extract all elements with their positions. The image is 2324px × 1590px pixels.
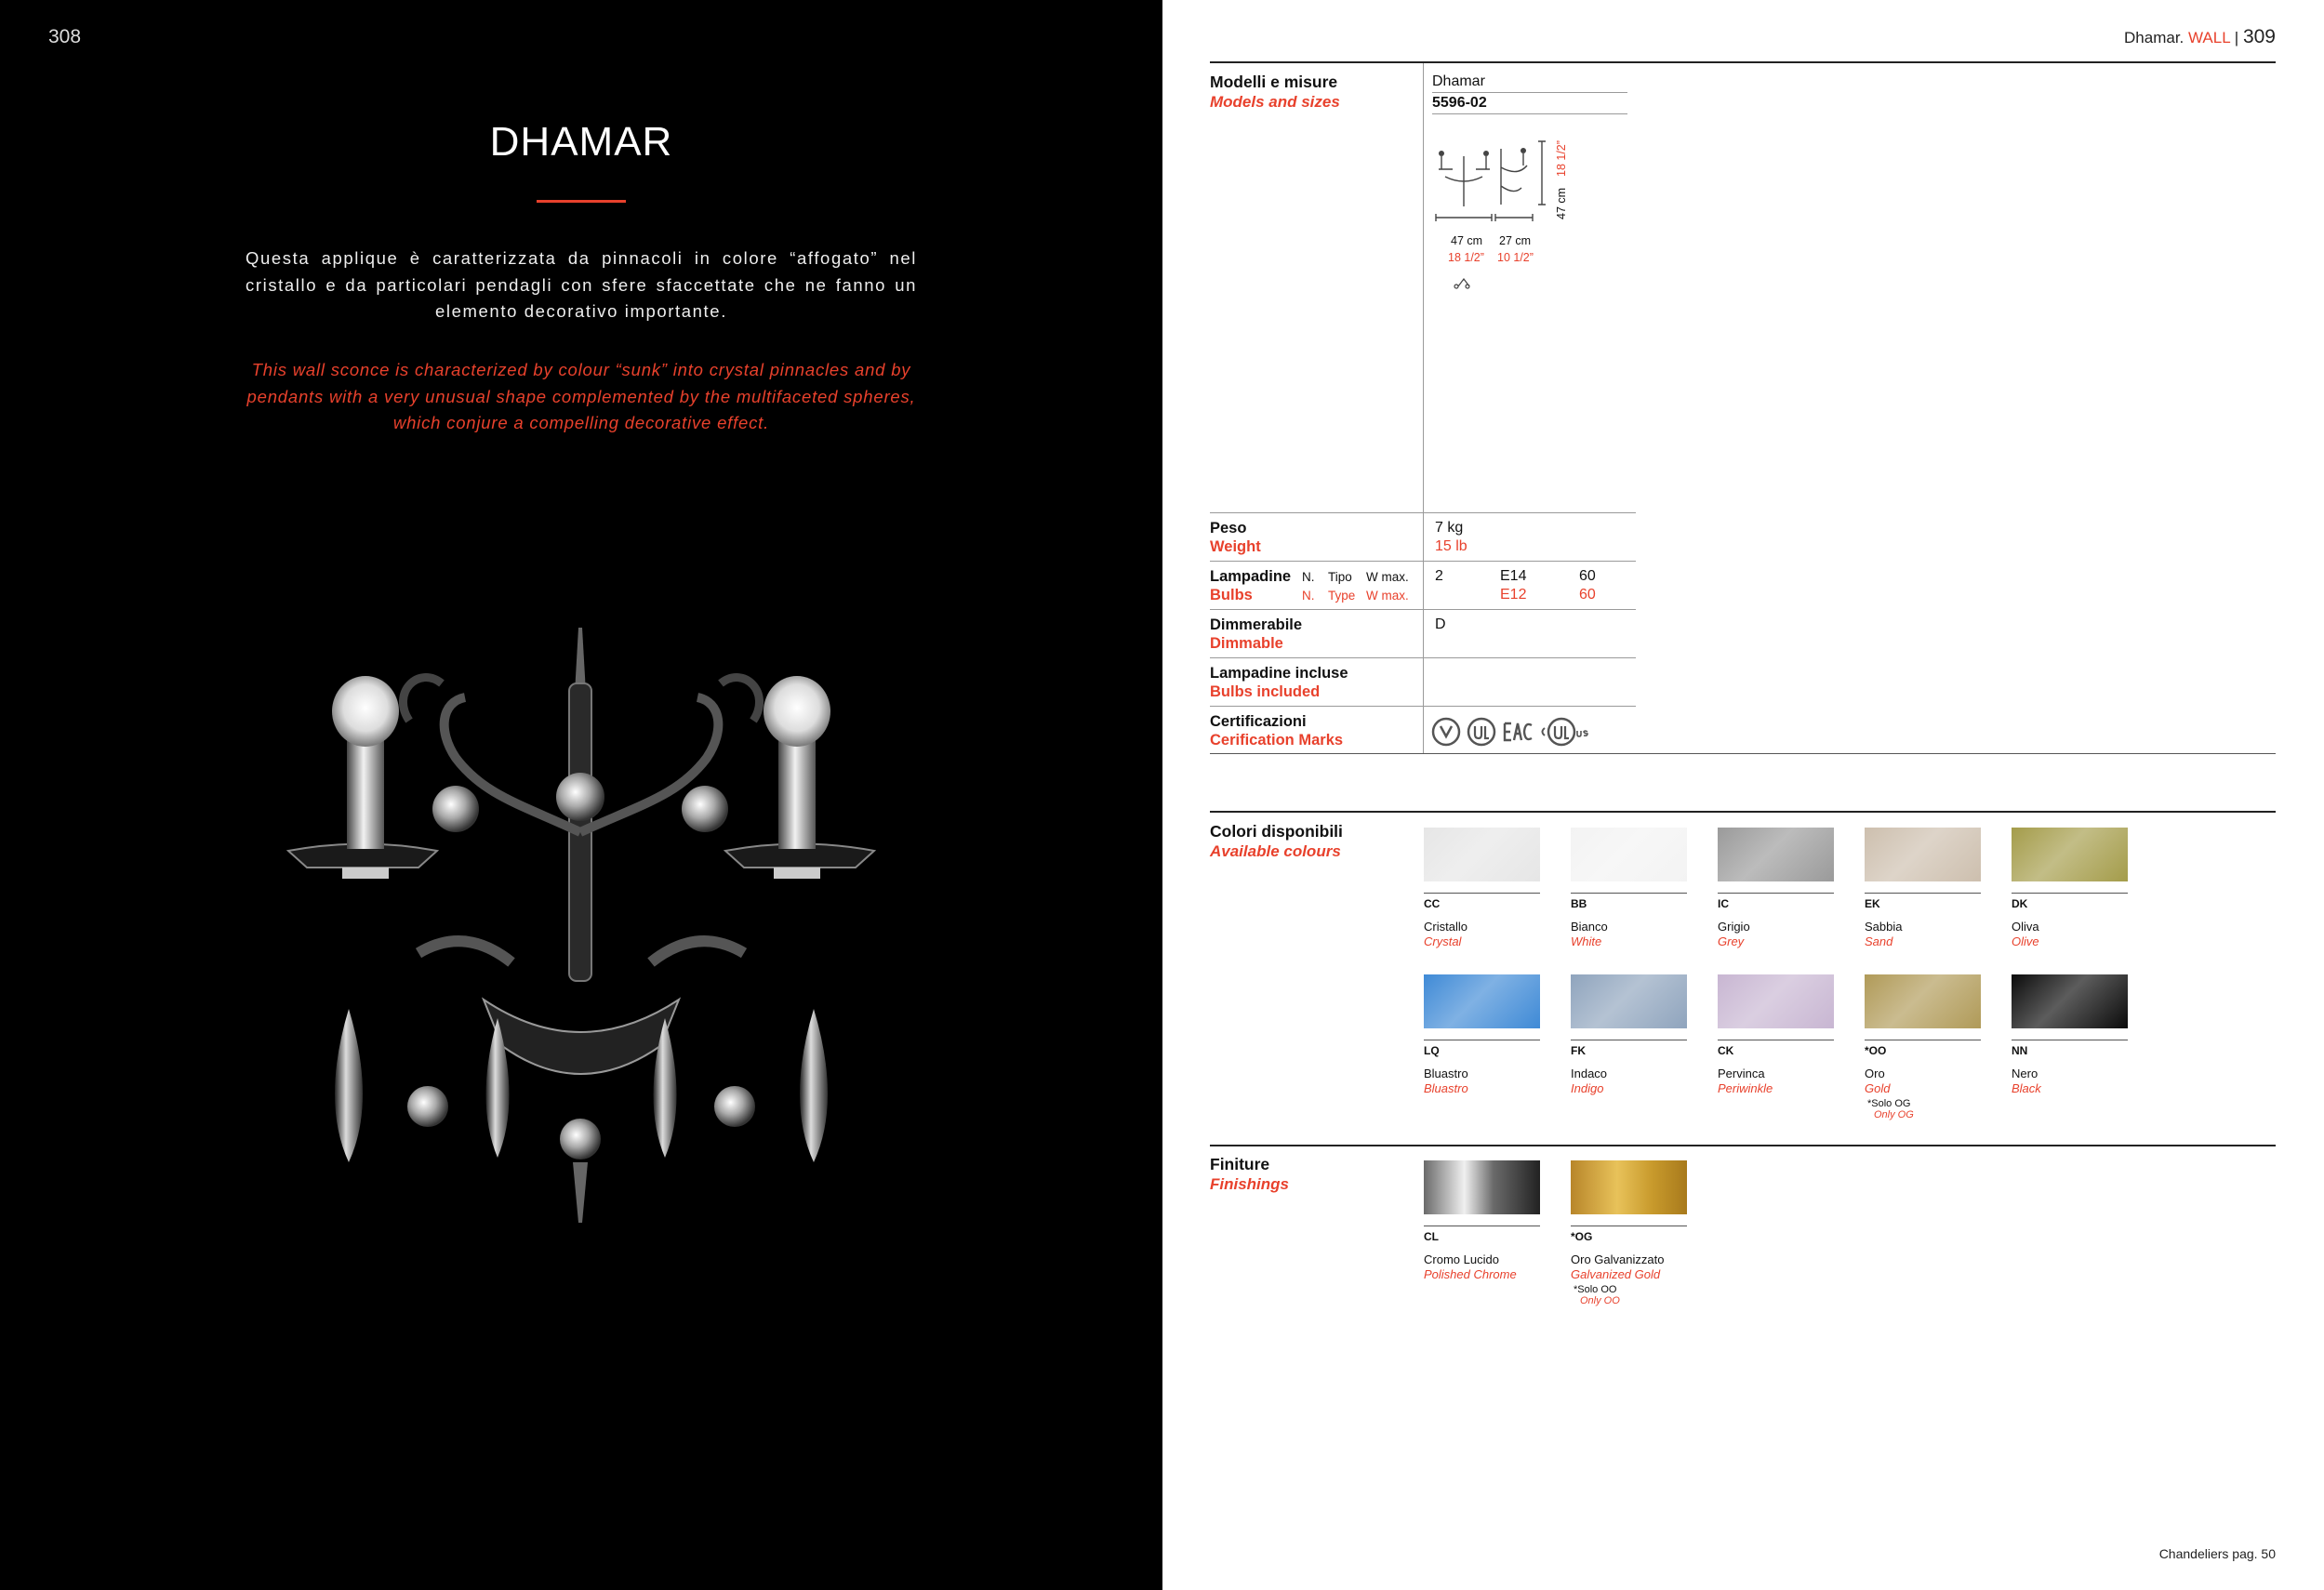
model-rule-2	[1432, 113, 1627, 114]
swatch-note-en: Only OO	[1580, 1295, 1620, 1306]
swatch-chip	[2012, 828, 2128, 881]
bulbs-type: E14	[1500, 568, 1527, 584]
swatch-name-en: Crystal	[1424, 934, 1462, 948]
swatch-name-en: Sand	[1865, 934, 1893, 948]
bulbs-type-en: E12	[1500, 587, 1527, 603]
spec-rule-bulbs	[1210, 561, 1636, 562]
header-separator: |	[2234, 29, 2239, 46]
header-product-name: Dhamar.	[2124, 29, 2185, 46]
bulbs-col-n-en: N.	[1302, 589, 1315, 603]
weight-label-it: Peso	[1210, 520, 1247, 537]
swatch-note-en: Only OG	[1874, 1109, 1914, 1120]
models-label-en: Models and sizes	[1210, 93, 1340, 111]
swatch-chip	[1865, 974, 1981, 1028]
header-category: WALL	[2188, 29, 2231, 46]
weight-value: 7 kg	[1435, 520, 1464, 536]
bulbs-col-type-en: Type	[1328, 589, 1356, 603]
swatch-code: *OG	[1571, 1230, 1593, 1243]
depth-in: 10 1/2”	[1497, 251, 1534, 264]
product-title: DHAMAR	[489, 119, 673, 165]
bulbs-col-n-it: N.	[1302, 570, 1315, 584]
swatch-name-en: Gold	[1865, 1081, 1891, 1095]
swatch-name-it: Bianco	[1571, 920, 1608, 934]
swatch-name-en: Galvanized Gold	[1571, 1267, 1661, 1281]
swatch-name-it: Nero	[2012, 1067, 2038, 1080]
swatch-name-it: Sabbia	[1865, 920, 1903, 934]
weight-value-en: 15 lb	[1435, 538, 1467, 554]
swatch-og	[1571, 1160, 1687, 1306]
spec-rule-dimmable	[1210, 609, 1636, 610]
swatch-name-en: Black	[2012, 1081, 2041, 1095]
models-label-it: Modelli e misure	[1210, 73, 1338, 91]
depth-cm: 27 cm	[1499, 234, 1532, 247]
chandelier-photo	[279, 618, 883, 1232]
swatch-chip	[1424, 974, 1540, 1028]
weight-label-en: Weight	[1210, 538, 1261, 555]
model-rule-1	[1432, 92, 1627, 93]
cul-us-mark-icon	[1538, 716, 1588, 748]
swatch-bb	[1571, 828, 1687, 948]
swatch-fk	[1571, 974, 1687, 1095]
swatch-chip	[1571, 974, 1687, 1028]
swatch-rule	[2012, 893, 2128, 894]
swatch-rule	[1718, 893, 1834, 894]
swatch-code: DK	[2012, 897, 2028, 910]
bulbs-col-type-it: Tipo	[1328, 570, 1352, 584]
swatch-name-en: Indigo	[1571, 1081, 1604, 1095]
swatch-oo	[1865, 974, 1981, 1120]
width-cm: 47 cm	[1451, 234, 1483, 247]
swatch-name-en: White	[1571, 934, 1602, 948]
ul-mark-icon	[1466, 716, 1497, 748]
finishes-label-it: Finiture	[1210, 1155, 1270, 1173]
swatch-name-en: Grey	[1718, 934, 1745, 948]
bulbs-included-label-en: Bulbs included	[1210, 683, 1321, 700]
swatch-chip	[1424, 828, 1540, 881]
title-divider	[537, 200, 626, 203]
swatch-name-it: Cristallo	[1424, 920, 1467, 934]
swatch-code: BB	[1571, 897, 1587, 910]
bulbs-col-w-it: W max.	[1366, 570, 1409, 584]
eac-mark-icon	[1501, 716, 1534, 748]
bulbs-wattage: 60	[1579, 568, 1596, 584]
dimmable-label-en: Dimmable	[1210, 635, 1283, 652]
description-english: This wall sconce is characterized by colour “sunk” into crystal pinnacles and by pendants with a very unusual shape complemented by the multifaceted spheres, which conjure a compelling decorative effect.	[246, 360, 916, 432]
spec-column-divider	[1423, 63, 1424, 754]
swatch-code: *OO	[1865, 1044, 1887, 1057]
swatch-rule	[1865, 893, 1981, 894]
swatch-code: CC	[1424, 897, 1441, 910]
swatch-chip	[1718, 828, 1834, 881]
dimension-drawing	[1434, 130, 1555, 293]
width-in: 18 1/2”	[1448, 251, 1484, 264]
swatch-code: IC	[1718, 897, 1729, 910]
certification-marks	[1430, 716, 1588, 748]
dimmable-label-it: Dimmerabile	[1210, 616, 1303, 633]
spec-rule-cert	[1210, 706, 1636, 707]
bulbs-wattage-en: 60	[1579, 587, 1596, 603]
bulbs-label-it: Lampadine	[1210, 568, 1292, 585]
cert-label-en: Cerification Marks	[1210, 732, 1344, 749]
swatch-code: CK	[1718, 1044, 1734, 1057]
swatch-name-it: Grigio	[1718, 920, 1750, 934]
model-code: 5596-02	[1432, 95, 1487, 111]
colours-rule	[1210, 811, 2276, 813]
page-number: 308	[48, 26, 82, 47]
top-rule	[1210, 61, 2276, 63]
swatch-ek	[1865, 828, 1981, 948]
swatch-chip	[1571, 828, 1687, 881]
swatch-code: NN	[2012, 1044, 2028, 1057]
swatch-chip	[1424, 1160, 1540, 1214]
swatch-cl	[1424, 1160, 1540, 1281]
footer-reference: Chandeliers pag. 50	[2158, 1546, 2276, 1561]
swatch-code: FK	[1571, 1044, 1586, 1057]
colours-label-en: Available colours	[1210, 842, 1341, 860]
swatch-cc	[1424, 828, 1540, 948]
bulbs-count: 2	[1435, 568, 1443, 584]
swatch-name-it: Oliva	[2012, 920, 2039, 934]
bulbs-label-en: Bulbs	[1210, 587, 1253, 603]
swatch-dk	[2012, 828, 2128, 948]
swatch-chip	[1718, 974, 1834, 1028]
swatch-ck	[1718, 974, 1834, 1095]
swatch-name-it: Indaco	[1571, 1067, 1608, 1080]
spec-bottom-rule	[1210, 753, 2276, 754]
swatch-chip	[1865, 828, 1981, 881]
spec-rule-included	[1210, 657, 1636, 658]
model-name: Dhamar	[1432, 73, 1485, 89]
swatch-name-it: Oro	[1865, 1067, 1885, 1080]
bulbs-col-w-en: W max.	[1366, 589, 1409, 603]
swatch-note-it: *Solo OO	[1574, 1284, 1617, 1295]
height-cm: 47 cm	[1555, 187, 1568, 219]
swatch-name-en: Periwinkle	[1718, 1081, 1773, 1095]
swatch-lq	[1424, 974, 1540, 1095]
height-in: 18 1/2”	[1555, 140, 1568, 177]
colours-label-it: Colori disponibili	[1210, 822, 1343, 841]
swatch-chip	[1571, 1160, 1687, 1214]
swatch-name-en: Olive	[2012, 934, 2039, 948]
swatch-name-it: Oro Galvanizzato	[1571, 1252, 1665, 1266]
swatch-rule	[1424, 893, 1540, 894]
ce-mark-icon	[1430, 716, 1462, 748]
swatch-name-it: Pervinca	[1718, 1067, 1765, 1080]
swatch-name-en: Polished Chrome	[1424, 1267, 1517, 1281]
swatch-note-it: *Solo OG	[1867, 1098, 1911, 1109]
swatch-rule	[1571, 893, 1687, 894]
running-header	[2124, 26, 2276, 48]
bulbs-included-label-it: Lampadine incluse	[1210, 665, 1348, 682]
swatch-name-it: Cromo Lucido	[1424, 1252, 1499, 1266]
swatch-name-it: Bluastro	[1424, 1067, 1468, 1080]
spec-rule-weight	[1210, 512, 1636, 513]
finishes-label-en: Finishings	[1210, 1175, 1289, 1193]
cert-label-it: Certificazioni	[1210, 713, 1307, 730]
swatch-code: EK	[1865, 897, 1880, 910]
dimmable-value: D	[1435, 616, 1446, 632]
description-italian: Questa applique è caratterizzata da pinnacoli in colore “affogato” nel cristallo e da particolari pendagli con sfere sfaccettate che ne fanno un elemento decorativo importante.	[246, 248, 917, 321]
finishes-rule	[1210, 1145, 2276, 1146]
swatch-code: CL	[1424, 1230, 1439, 1243]
swatch-code: LQ	[1424, 1044, 1440, 1057]
page-number-right: 309	[2242, 26, 2276, 47]
swatch-nn	[2012, 974, 2128, 1095]
swatch-chip	[2012, 974, 2128, 1028]
swatch-name-en: Bluastro	[1424, 1081, 1468, 1095]
swatch-ic	[1718, 828, 1834, 948]
